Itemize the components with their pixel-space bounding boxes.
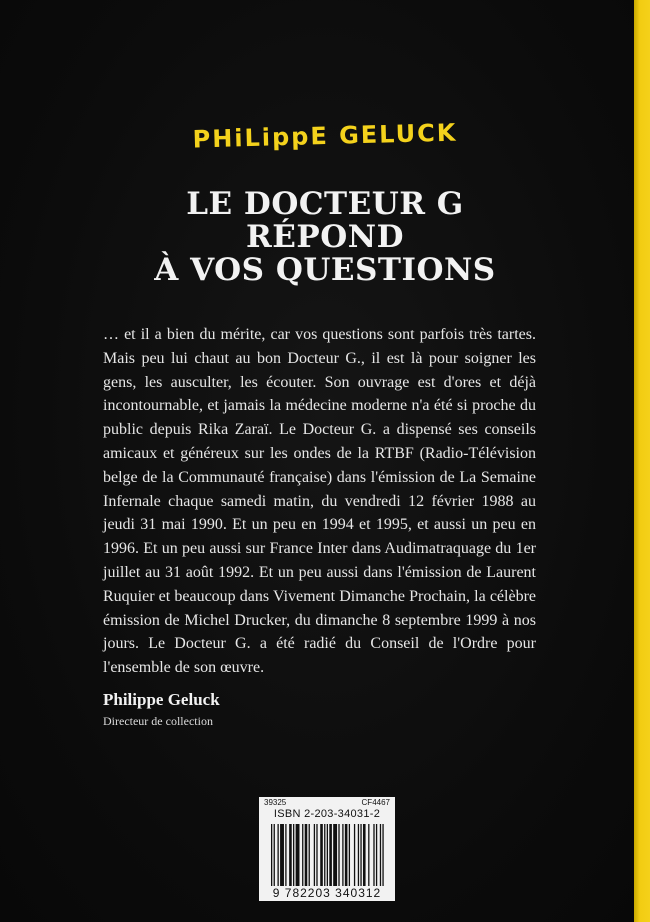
title-line: RÉPOND (246, 219, 404, 255)
title-line: À VOS QUESTIONS (154, 252, 496, 288)
signature-role: Directeur de collection (103, 714, 213, 728)
book-title (0, 188, 650, 287)
author-signature: PHiLippE GELUCK (192, 118, 458, 154)
barcode-bars (271, 824, 385, 886)
title-line: LE DOCTEUR G (186, 186, 464, 222)
barcode-label (259, 797, 395, 901)
product-code-left: 39325 (264, 798, 287, 807)
barcode-digits: 9 782203 340312 (272, 886, 382, 900)
product-code-right: CF4467 (361, 798, 390, 807)
signature-name: Philippe Geluck (103, 690, 220, 709)
isbn-number: ISBN 2-203-34031-2 (273, 808, 381, 820)
blurb-text: … et il a bien du mérite, car vos questions sont parfois très tartes. Mais peu lui chaut au bon Docteur G., il est là pour soigner les gens, les ausculter, les écouter. Son ouvrage est d'ores et déjà incontournable, et jamais la médecine moderne n'a été si proche du public depuis Rika Zaraï. Le Docteur G. a dispensé ses conseils amicaux et généreux sur les ondes de la RTBF (Radio-Télévision belge de la Communauté française) dans l'émission de La Semaine Infernale chaque samedi matin, du vendredi 12 février 1988 au jeudi 31 mai 1990. Et un peu en 1994 et 1995, et aussi un peu en 1996. Et un peu aussi sur France Inter dans Audimatraquage du 1er juillet au 31 août 1992. Et un peu aussi dans l'émission de Laurent Ruquier et beaucoup dans Vivement Dimanche Prochain, la célèbre émission de Michel Drucker, du dimanche 8 septembre 1999 à nos jours. Le Docteur G. a été radié du Conseil de l'Ordre pour l'ensemble de son œuvre. (103, 326, 536, 677)
